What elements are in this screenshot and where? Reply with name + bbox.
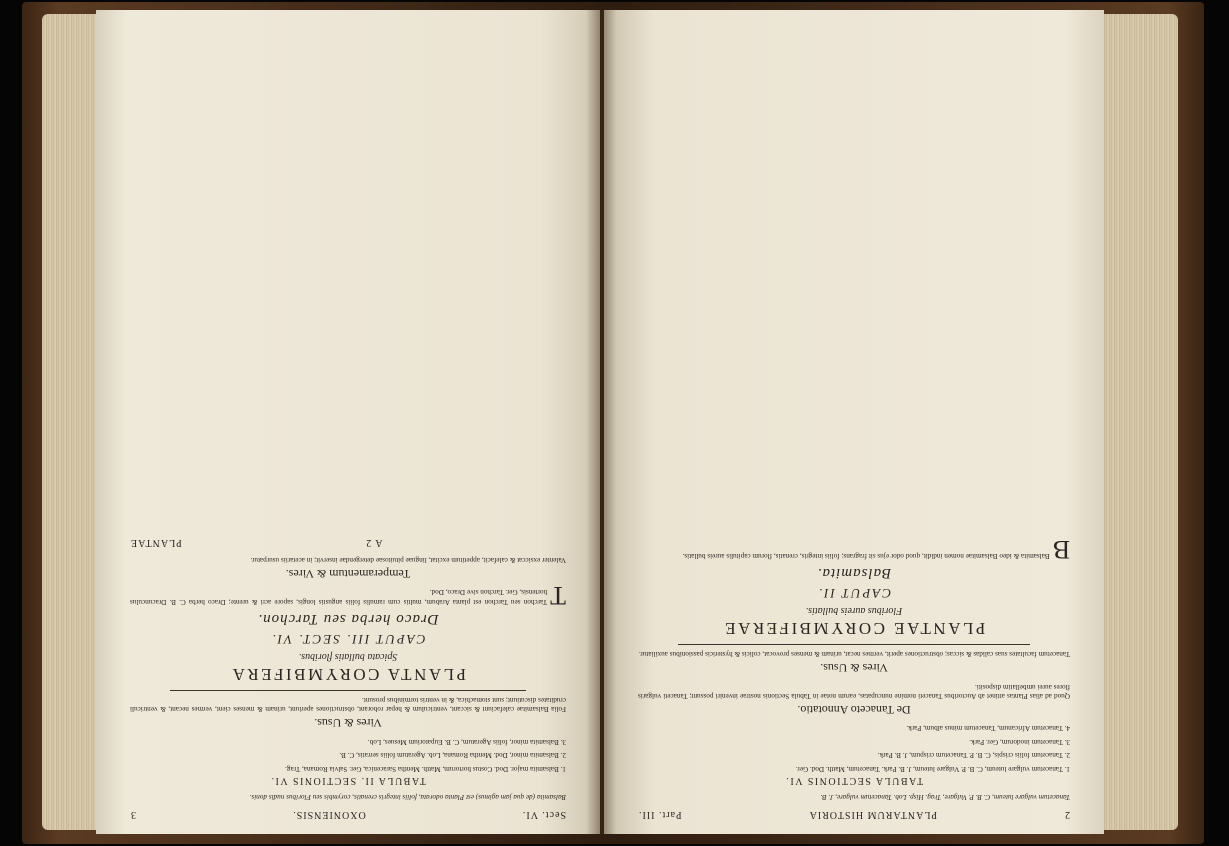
paragraph: Tanacetum facultates suas calidas & siccas; obstructiones aperit, vermes necat, urinam & menses provocat, colicis & hystericis passionibus auxiliatur. <box>638 650 1070 659</box>
running-head-center: OXONIENSIS. <box>292 809 366 820</box>
caput-heading: CAPUT III. SECT. VI. <box>270 631 426 647</box>
paragraph: Folia Balsamitae calefaciunt & siccant, ventriculum & hepar roborant, obstructiones aperiunt, urinam & menses cient, vermes necant, & ventriculi cruditates discutiunt; sunt stomachica, & in ventris torminibus prosunt. <box>130 695 566 714</box>
running-head-center: PLANTARUM HISTORIA <box>808 809 938 820</box>
left-page-content <box>96 10 600 834</box>
draco-text: Tarchon seu Tarchon est planta Arabum, multis cum ramulis foliis angustis longis, sapore acri & urente; Draco herba C. B. Dracunculus hortensis, Ger. Tarchon sive Draco, Dod. <box>130 588 548 606</box>
balsamita-heading: Balsamita. <box>816 564 892 581</box>
paragraph <box>130 580 566 610</box>
table-entry: 4. Tanacetum Africanum, Tanacetum minus album, Park. <box>906 724 1070 733</box>
table-title: TABULA SECTIONIS VI. <box>784 774 924 786</box>
plant-subtitle: Floribus aureis bullatis. <box>805 604 903 616</box>
signature-mark: A 2 <box>365 537 383 549</box>
plant-title: PLANTA CORYMBIFERA <box>230 664 466 684</box>
right-page-content <box>604 10 1104 834</box>
table-entry: 3. Tanacetum inodorum, Ger. Park. <box>969 737 1070 746</box>
table-title: TABULA II. SECTIONIS VI. <box>270 774 426 786</box>
book-gutter <box>586 10 616 834</box>
page-number: 3 <box>130 809 136 820</box>
plant-title: PLANTAE CORYMBIFERAE <box>722 618 986 638</box>
running-head <box>130 809 566 820</box>
intro-text: Balsamita (de qua jam agimus) est Planta odorata, foliis integris crenatis, corymbis seu Floribus nudis donis. <box>249 793 566 801</box>
running-head-left: Sect. VI. <box>521 809 566 820</box>
table-entry: 1. Balsamita major. Dod. Costus hortorum, Matth. Mentha Saracenica, Ger. Salvia Romana, Trag. <box>285 764 566 773</box>
table-entry: 3. Balsamita minor, foliis Ageratum, C. B. Eupatorium Mesues, Lob. <box>367 737 566 746</box>
paragraph: Quod ad alias Plantas attinet ab Auctoribus Tanaceti nomine nuncupatas, earum notae in Tabula Sectionis nostrae inveniri possunt; Tanaceti vulgaris flores aurei umbellatim dispositi. <box>638 682 1070 700</box>
drop-cap: B <box>1052 534 1070 564</box>
table-entry: 1. Tanacetum vulgare luteum, C. B. P. Vulgare luteum, J. B. Park. Tanacetum, Matth. Dod. Ger. <box>795 764 1070 773</box>
divider <box>678 644 1030 645</box>
drop-cap: T <box>550 580 566 610</box>
running-head <box>638 809 1070 820</box>
section-heading: Vires & Usus. <box>314 716 382 731</box>
table-entry: 2. Balsamita minor, Dod. Mentha Romana, Lob. Ageratum foliis serratis, C. B. <box>339 751 566 760</box>
section-heading: Vires & Usus. <box>820 661 888 676</box>
top-note: Tanacetum vulgare luteum, C. B. P. Vulgare, Trag. Hisp. Lob. Tanacetum vulgare, J. B. <box>820 793 1070 801</box>
page-number: 2 <box>1064 809 1070 820</box>
page-edges-right <box>1100 14 1178 830</box>
catchword: PLANTAE <box>130 537 182 549</box>
section-heading: De Tanaceto Annotatio. <box>797 702 911 717</box>
running-head-right: Part. III. <box>638 809 682 820</box>
table-entry: 2. Tanacetum foliis crispis, C. B. P. Tanacetum crispum, J. B. Park. <box>877 751 1070 760</box>
balsamita-text: Balsamita & ideo Balsamitae nomen indidit, quod odor ejus sit fragrans; foliis integris, crenatis, florum capitulis aureis bullatis. <box>682 551 1050 560</box>
page-edges-left <box>42 14 102 830</box>
divider <box>170 690 526 691</box>
left-page <box>96 10 600 834</box>
paragraph: Valenter exsiccat & calefacit, appetitum excitat, linguae pituitosae detergendae inservit; in acetariis usurpatur. <box>250 555 566 564</box>
paragraph <box>638 534 1070 564</box>
plant-subtitle: Spicata bullatis floribus. <box>298 650 398 662</box>
draco-heading: Draco herba seu Tarchon. <box>257 610 439 627</box>
caput-heading: CAPUT II. <box>816 585 892 601</box>
page-footer <box>130 537 566 548</box>
section-heading: Temperamentum & Vires. <box>285 566 411 581</box>
right-page <box>604 10 1104 834</box>
